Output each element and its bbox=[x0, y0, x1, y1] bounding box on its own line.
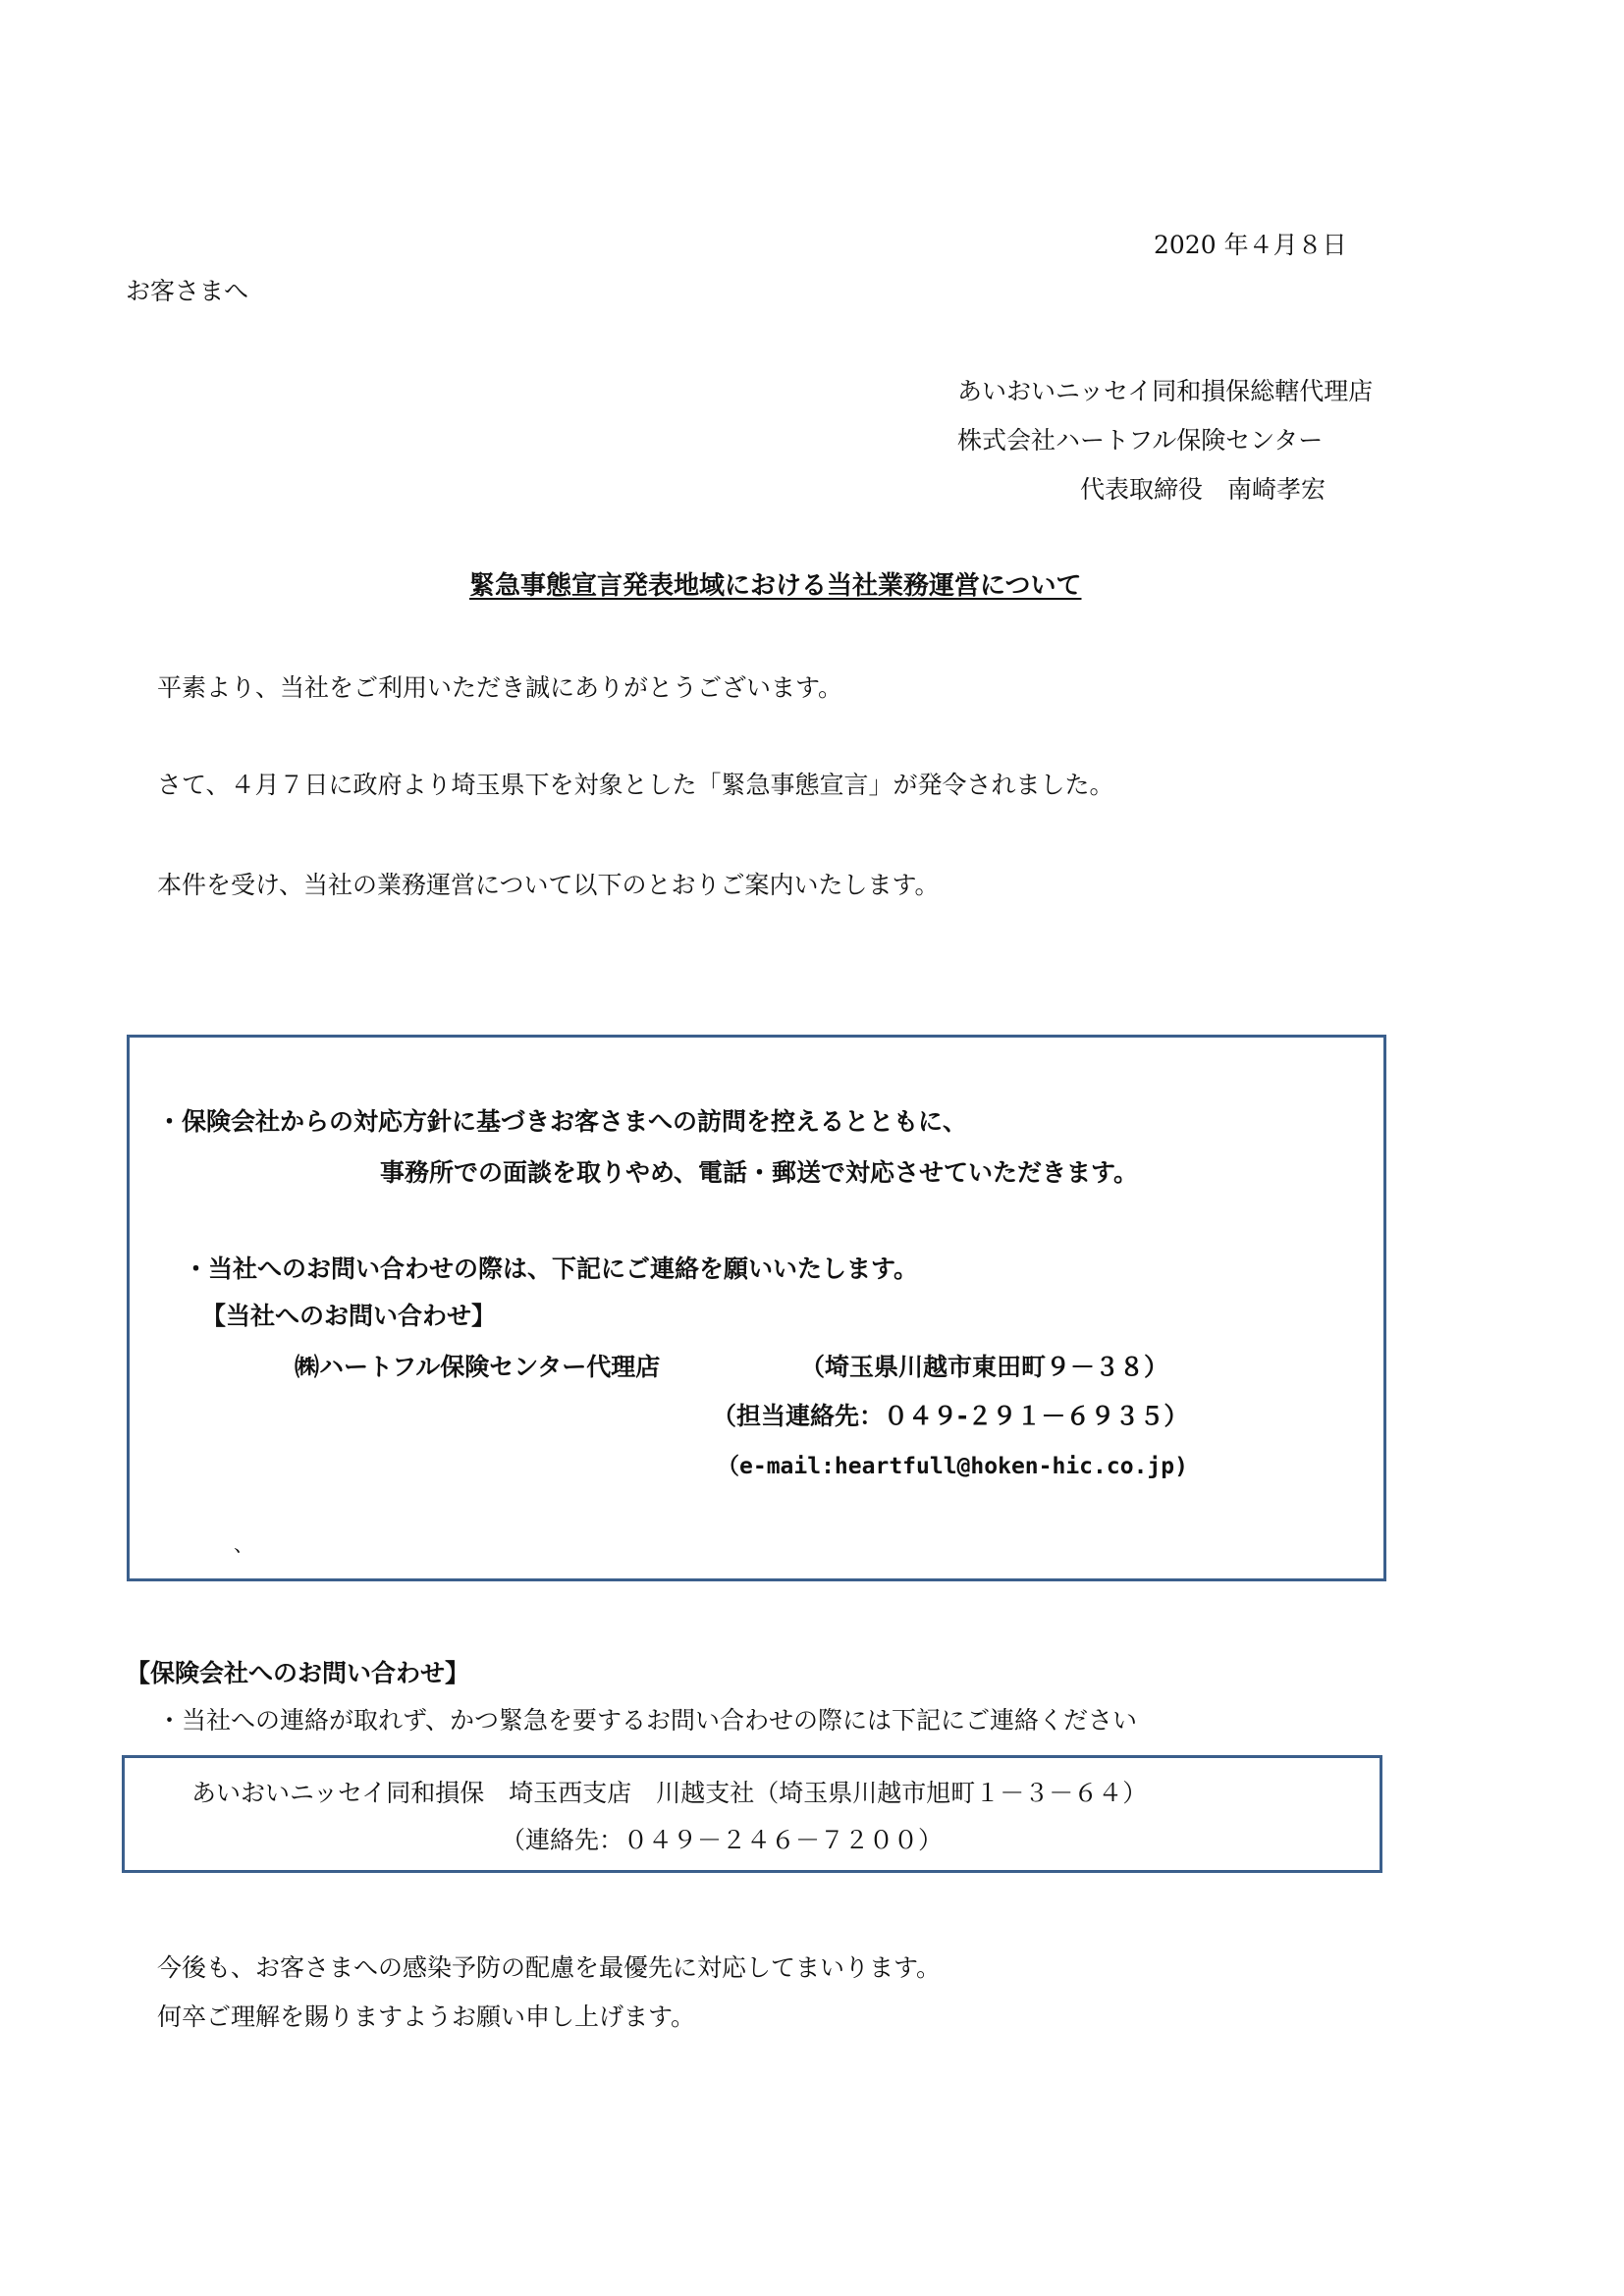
insurer-contact-line-1: あいおいニッセイ同和損保 埼玉西支店 川越支社（埼玉県川越市旭町１－３－６４） bbox=[191, 1779, 1148, 1807]
body-paragraph-1: 平素より、当社をご利用いただき誠にありがとうございます。 bbox=[157, 673, 843, 702]
insurer-heading: 【保険会社へのお問い合わせ】 bbox=[126, 1659, 470, 1687]
closing-line-2: 何卒ご理解を賜りますようお願い申し上げます。 bbox=[157, 2002, 696, 2031]
sender-representative: 代表取締役 南崎孝宏 bbox=[1080, 475, 1326, 504]
sender-agency: あいおいニッセイ同和損保総轄代理店 bbox=[957, 377, 1374, 405]
closing-line-1: 今後も、お客さまへの感染予防の配慮を最優先に対応してまいります。 bbox=[157, 1953, 942, 1982]
addressee: お客さまへ bbox=[126, 277, 249, 305]
insurer-contact-line-2: （連絡先：０４９－２４６－７２００） bbox=[501, 1826, 944, 1854]
stray-mark: 、 bbox=[234, 1532, 253, 1556]
notice-bullet-2: ・当社へのお問い合わせの際は、下記にご連絡を願いいたします。 bbox=[184, 1255, 919, 1283]
insurer-note: ・当社への連絡が取れず、かつ緊急を要するお問い合わせの際には下記にご連絡ください bbox=[157, 1706, 1138, 1735]
insurer-contact-box bbox=[122, 1755, 1382, 1873]
notice-bullet-1-line-2: 事務所での面談を取りやめ、電話・郵送で対応させていただきます。 bbox=[380, 1158, 1139, 1187]
notice-bullet-1-line-1: ・保険会社からの対応方針に基づきお客さまへの訪問を控えるとともに、 bbox=[157, 1107, 968, 1136]
contact-address: （埼玉県川越市東田町９－３８） bbox=[800, 1353, 1169, 1381]
contact-phone: （担当連絡先：０４９‐２９１－６９３５） bbox=[712, 1402, 1189, 1430]
contact-heading: 【当社へのお問い合わせ】 bbox=[201, 1302, 497, 1330]
sender-company: 株式会社ハートフル保険センター bbox=[957, 426, 1324, 454]
body-paragraph-3: 本件を受け、当社の業務運営について以下のとおりご案内いたします。 bbox=[157, 871, 940, 899]
document-title: 緊急事態宣言発表地域における当社業務運営について bbox=[469, 571, 1082, 601]
contact-email: （e-mail:heartfull@hoken-hic.co.jp) bbox=[717, 1454, 1188, 1479]
body-paragraph-2: さて、４月７日に政府より埼玉県下を対象とした「緊急事態宣言」が発令されました。 bbox=[157, 771, 1114, 799]
contact-company: ㈱ハートフル保険センター代理店 bbox=[295, 1353, 661, 1381]
document-date: 2020 年４月８日 bbox=[1154, 231, 1347, 259]
